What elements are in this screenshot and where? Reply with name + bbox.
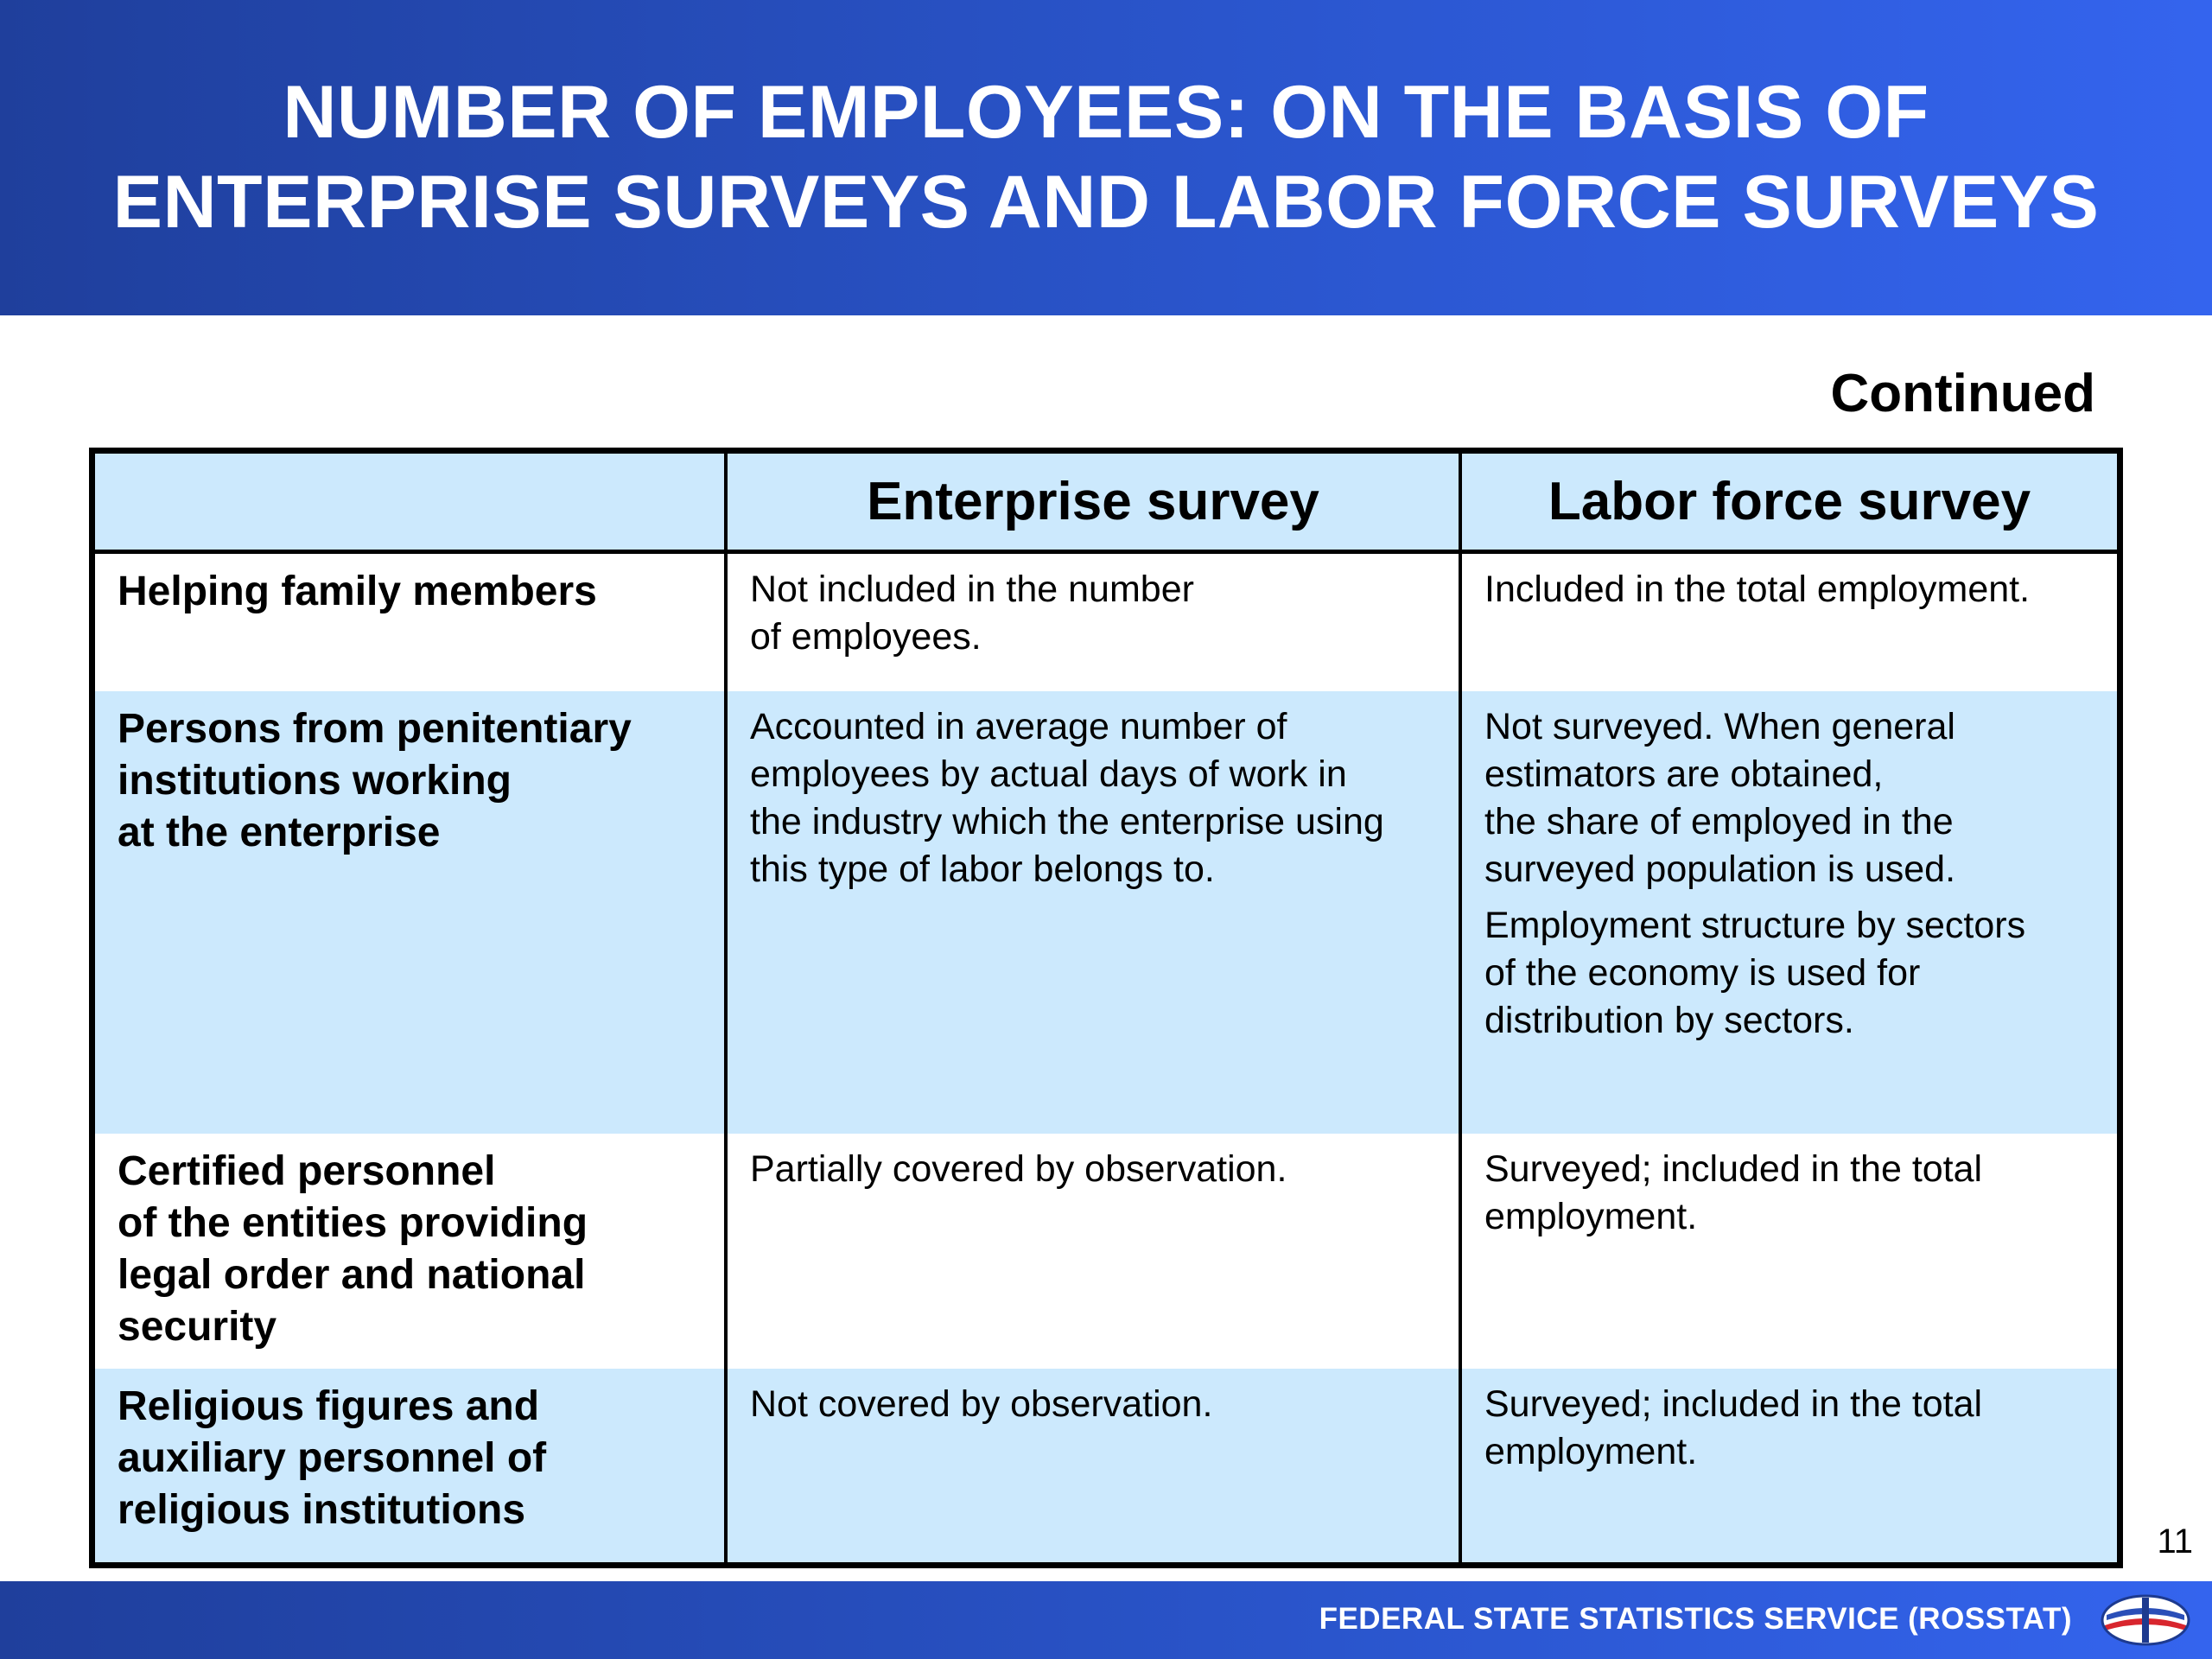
table-row <box>95 691 2117 1134</box>
column-header-labor-force-survey: Labor force survey <box>1460 454 2117 551</box>
labor-force-cell: Surveyed; included in the total employment. <box>1460 1134 2117 1369</box>
comparison-table <box>89 448 2123 1568</box>
slide-title: NUMBER OF EMPLOYEES: ON THE BASIS OF ENTERPRISE SURVEYS AND LABOR FORCE SURVEYS <box>112 71 2100 244</box>
enterprise-cell: Partially covered by observation. <box>726 1134 1460 1369</box>
column-header-category <box>95 454 726 551</box>
footer-bar <box>0 1581 2212 1659</box>
enterprise-cell: Not included in the number of employees. <box>726 551 1460 691</box>
column-header-enterprise-survey: Enterprise survey <box>726 454 1460 551</box>
table-row <box>95 1134 2117 1369</box>
enterprise-cell: Not covered by observation. <box>726 1369 1460 1562</box>
labor-force-cell: Included in the total employment. <box>1460 551 2117 691</box>
row-label: Certified personnel of the entities providing legal order and national security <box>95 1134 726 1369</box>
table-row <box>95 1369 2117 1562</box>
page-number: 11 <box>2157 1522 2193 1560</box>
header-banner <box>0 0 2212 315</box>
labor-force-cell: Not surveyed. When general estimators are obtained, the share of employed in the surveyed population is used. Employment structure by sectors of the economy is used for distribution by sectors. <box>1460 691 2117 1134</box>
row-label: Religious figures and auxiliary personnel of religious institutions <box>95 1369 726 1562</box>
rosstat-logo-icon <box>2098 1592 2193 1648</box>
row-label: Helping family members <box>95 551 726 691</box>
table-row <box>95 551 2117 691</box>
row-label: Persons from penitentiary institutions working at the enterprise <box>95 691 726 1134</box>
enterprise-cell: Accounted in average number of employees by actual days of work in the industry which the enterprise using this type of labor belongs to. <box>726 691 1460 1134</box>
labor-force-cell: Surveyed; included in the total employment. <box>1460 1369 2117 1562</box>
footer-organization: FEDERAL STATE STATISTICS SERVICE (ROSSTAT) <box>1319 1602 2072 1636</box>
continued-label: Continued <box>1830 364 2095 423</box>
